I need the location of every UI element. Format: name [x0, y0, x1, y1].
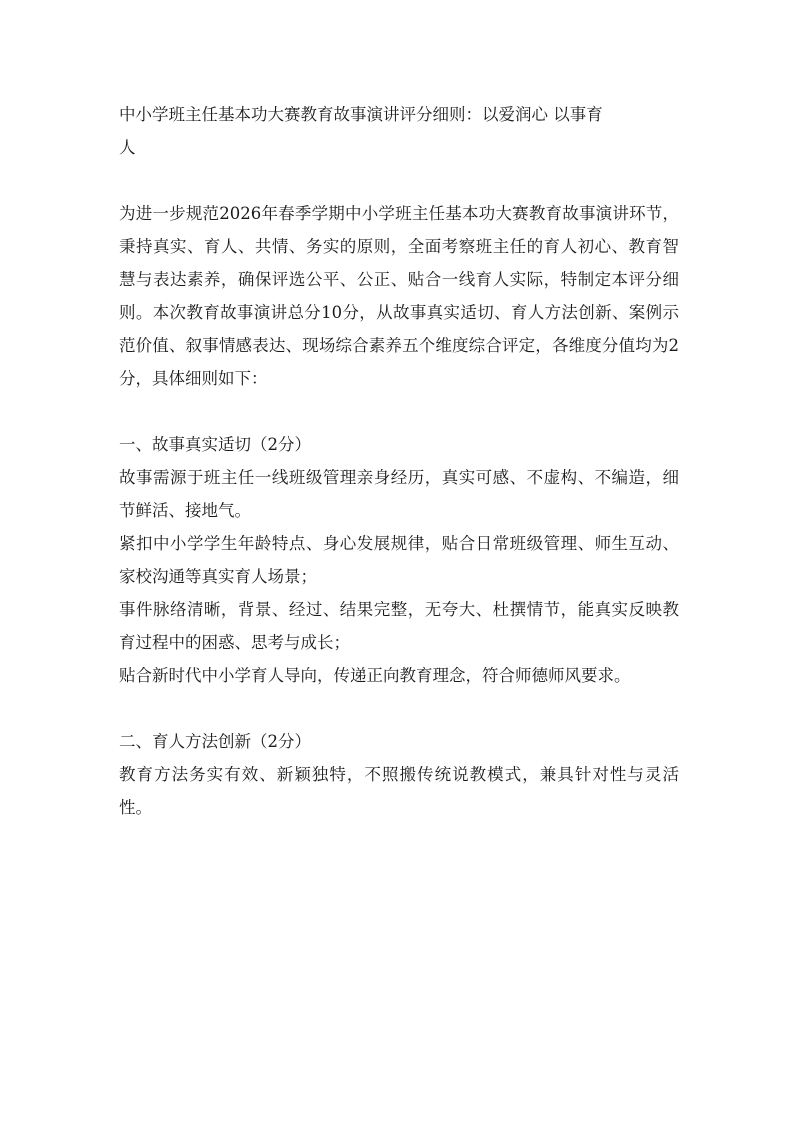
document-title-line-2: 人 — [119, 138, 136, 157]
section-2-heading: 二、育人方法创新（2分） — [119, 732, 311, 751]
section-2-item-1: 教育方法务实有效、新颖独特，不照搬传统说教模式，兼具针对性与灵活性。 — [119, 765, 679, 817]
intro-paragraph: 为进一步规范2026年春季学期中小学班主任基本功大赛教育故事演讲环节，秉持真实、育人、共情、务实的原则，全面考察班主任的育人初心、教育智慧与表达素养，确保评选公平、公正、贴合一线育人实际，特制定本评分细则。本次教育故事演讲总分10分，从故事真实适切、育人方法创新、案例示范价值、叙事情感表达、现场综合素养五个维度综合评定，各维度分值均为2分，具体细则如下： — [119, 204, 679, 388]
spacer — [119, 692, 679, 725]
section-1-item-4: 贴合新时代中小学育人导向，传递正向教育理念，符合师德师风要求。 — [119, 666, 631, 685]
spacer — [119, 395, 679, 428]
section-1-item-1: 故事需源于班主任一线班级管理亲身经历，真实可感、不虚构、不编造，细节鲜活、接地气。 — [119, 468, 679, 520]
section-1-item-3: 事件脉络清晰，背景、经过、结果完整，无夸大、杜撰情节，能真实反映教育过程中的困惑、思考与成长； — [119, 600, 679, 652]
document-title-line-1: 中小学班主任基本功大赛教育故事演讲评分细则：以爱润心 以事育 — [119, 105, 603, 124]
section-1-heading: 一、故事真实适切（2分） — [119, 435, 311, 454]
section-1-item-2: 紧扣中小学学生年龄特点、身心发展规律，贴合日常班级管理、师生互动、家校沟通等真实育人场景； — [119, 534, 679, 586]
document-page — [119, 98, 679, 824]
spacer — [119, 164, 679, 197]
